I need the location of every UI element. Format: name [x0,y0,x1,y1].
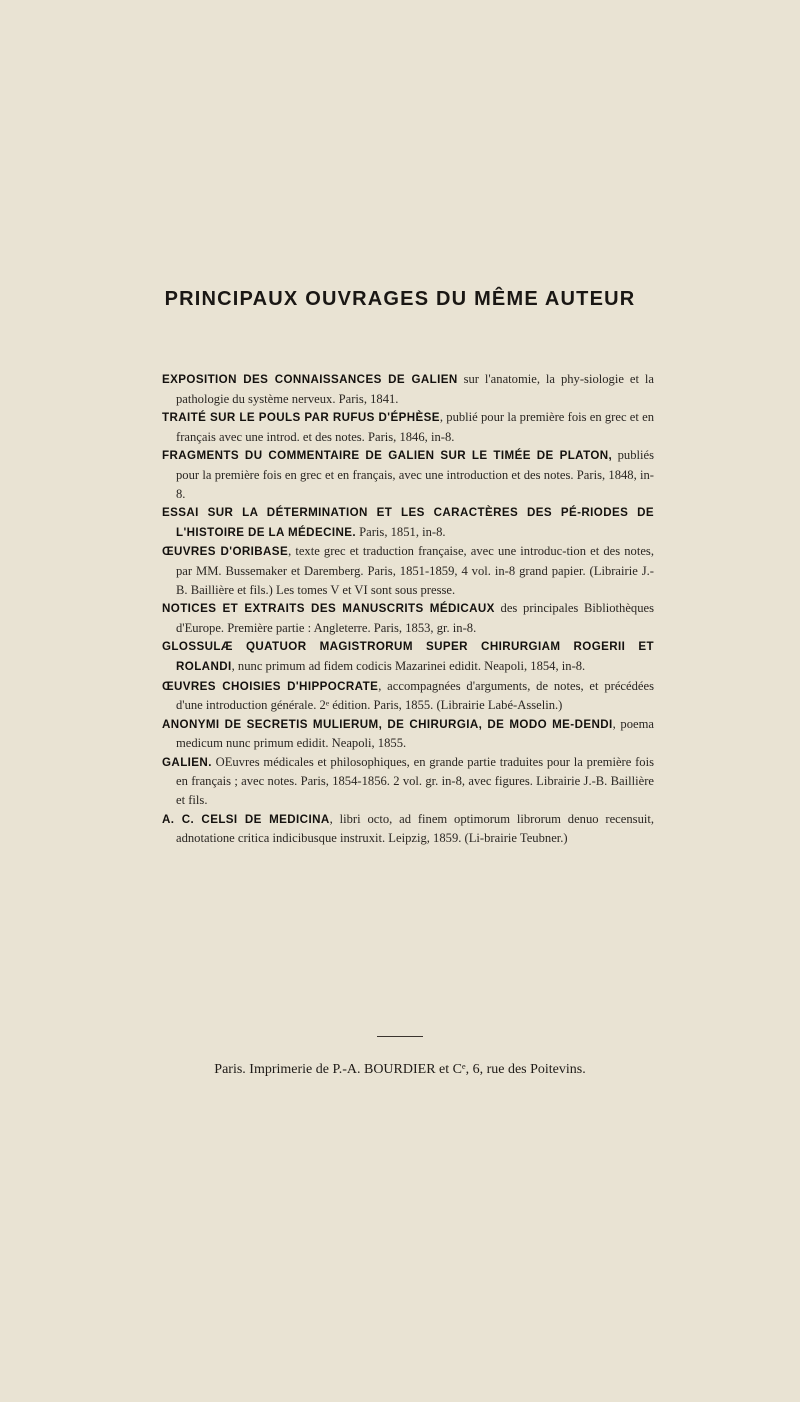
entry-description: , poema medicum nunc primum edidit. Neapoli, 1855. [176,716,655,751]
entry-title: ANONYMI DE SECRETIS MULIERUM, DE CHIRURGIA, DE MODO ME-DENDI [162,717,613,731]
bibliography-entry [162,370,654,408]
bibliography-entry [162,599,654,637]
bibliography-entry [162,810,654,848]
entry-description: , texte grec et traduction française, avec une introduc-tion et des notes, par MM. Bussemaker et Daremberg. Paris, 1851-1859, 4 vol. in-8 grand papier. (Librairie J.-B. Baillière et fils.) Les tomes V et VI sont sous presse. [176,544,654,597]
printer-imprint: Paris. Imprimerie de P.-A. BOURDIER et Cᵉ, 6, rue des Poitevins. [214,1062,586,1077]
entry-description: des principales Bibliothèques d'Europe. Première partie : Angleterre. Paris, 1853, gr. in-8. [176,601,654,635]
entry-title: ESSAI SUR LA DÉTERMINATION ET LES CARACTÈRES DES PÉ-RIODES DE L'HISTOIRE DE LA MÉDECINE. [162,506,654,539]
entry-description: , nunc primum ad fidem codicis Mazarinei edidit. Neapoli, 1854, in-8. [231,658,586,673]
entry-title: A. C. CELSI DE MEDICINA [162,812,330,826]
entry-title: FRAGMENTS DU COMMENTAIRE DE GALIEN SUR LE TIMÉE DE PLATON, [162,449,613,463]
entry-description: OEuvres médicales et philosophiques, en grande partie traduites pour la première fois en français ; avec notes. Paris, 1854-1856. 2 vol. gr. in-8, avec figures. Librairie J.-B. Baillière et fils. [176,754,654,808]
entry-description: sur l'anatomie, la phy-siologie et la pathologie du système nerveux. Paris, 1841. [176,372,654,406]
divider-rule [377,1036,423,1037]
entry-title: GALIEN. [162,755,212,769]
bibliography-entry [162,715,654,753]
entry-title: ŒUVRES CHOISIES D'HIPPOCRATE [162,679,379,693]
entry-title: NOTICES ET EXTRAITS DES MANUSCRITS MÉDICAUX [162,602,495,616]
entry-title: EXPOSITION DES CONNAISSANCES DE GALIEN [162,373,458,386]
bibliography-entry [162,408,654,446]
bibliography-entry [162,542,654,599]
entry-title: TRAITÉ SUR LE POULS PAR RUFUS D'ÉPHÈSE [162,411,440,425]
entry-description: , publié pour la première fois en grec et en français avec une introd. et des notes. Paris, 1846, in-8. [176,410,655,444]
bibliography-entry [162,637,654,676]
entry-title: GLOSSULÆ QUATUOR MAGISTRORUM SUPER CHIRURGIAM ROGERII ET ROLANDI [162,640,654,673]
entry-description: publiés pour la première fois en grec et en français, avec une introduction et des notes. Paris, 1848, in-8. [176,448,654,501]
entry-description: Paris, 1851, in-8. [356,524,446,539]
entry-description: , accompagnées d'arguments, de notes, et précédées d'une introduction générale. 2ᵉ édition. Paris, 1855. (Librairie Labé-Asselin.) [176,678,654,713]
entry-title: ŒUVRES D'ORIBASE [162,545,289,559]
bibliography-entry [162,503,654,542]
bibliography-list [162,370,654,848]
bibliography-entry [162,753,654,810]
bibliography-entry [162,446,654,503]
entry-description: , libri octo, ad finem optimorum librorum denuo recensuit, adnotatione critica indicibusque instruxit. Leipzig, 1859. (Li-brairie Teubner.) [176,811,655,846]
page-title: PRINCIPAUX OUVRAGES DU MÊME AUTEUR [164,288,636,310]
bibliography-entry [162,677,654,715]
